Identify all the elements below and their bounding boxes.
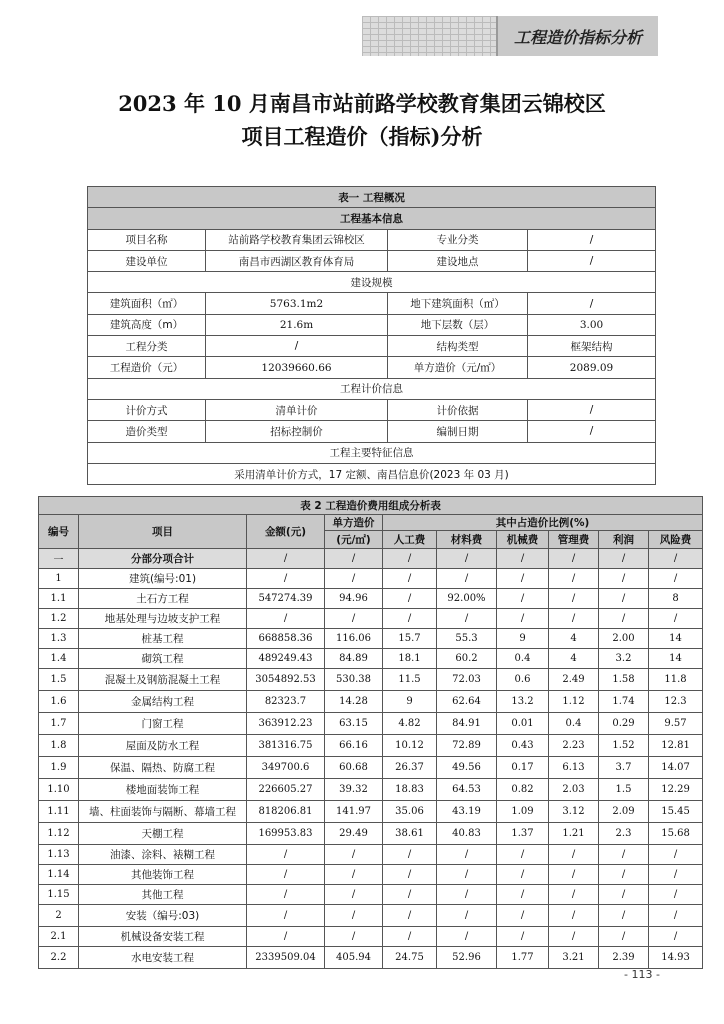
date-value: / <box>528 421 656 442</box>
cell-labor: 11.5 <box>383 669 437 691</box>
location-value: / <box>528 250 656 271</box>
cell-no: 1.6 <box>39 691 79 713</box>
cell-item: 安装（编号:03) <box>79 905 247 927</box>
cell-material: / <box>437 609 497 629</box>
cell-profit: 0.29 <box>599 713 649 735</box>
cell-labor: 15.7 <box>383 629 437 649</box>
cell-labor: / <box>383 905 437 927</box>
cell-no: 1.13 <box>39 845 79 865</box>
cell-labor: 38.61 <box>383 823 437 845</box>
structure-value: 框架结构 <box>528 336 656 357</box>
table-row <box>39 779 703 801</box>
cell-labor: / <box>383 589 437 609</box>
cell-amount: 818206.81 <box>247 801 325 823</box>
cell-risk: / <box>649 905 703 927</box>
section-scale: 建设规模 <box>88 272 656 293</box>
cell-risk: 14 <box>649 649 703 669</box>
cell-profit: / <box>599 609 649 629</box>
cell-material: 49.56 <box>437 757 497 779</box>
cell-labor: / <box>383 609 437 629</box>
cell-no: 1.1 <box>39 589 79 609</box>
cell-mgmt: 0.4 <box>549 713 599 735</box>
cell-no: 1.14 <box>39 865 79 885</box>
project-name-label: 项目名称 <box>88 229 206 250</box>
major-value: / <box>528 229 656 250</box>
cell-item: 砌筑工程 <box>79 649 247 669</box>
cell-item: 混凝土及钢筋混凝土工程 <box>79 669 247 691</box>
cell-machine: 1.37 <box>497 823 549 845</box>
cell-amount: / <box>247 905 325 927</box>
cell-machine: 0.01 <box>497 713 549 735</box>
cell-profit: / <box>599 549 649 569</box>
cell-profit: 1.58 <box>599 669 649 691</box>
cell-item: 门窗工程 <box>79 713 247 735</box>
area-label: 建筑面积（㎡） <box>88 293 206 314</box>
cell-labor: / <box>383 865 437 885</box>
cell-risk: / <box>649 549 703 569</box>
cell-material: / <box>437 549 497 569</box>
under-floors-label: 地下层数（层） <box>388 314 528 335</box>
table2-title: 表 2 工程造价费用组成分析表 <box>39 497 703 515</box>
cell-amount: 82323.7 <box>247 691 325 713</box>
height-value: 21.6m <box>206 314 388 335</box>
cell-risk: 14 <box>649 629 703 649</box>
cell-unit: / <box>325 865 383 885</box>
cell-unit: / <box>325 905 383 927</box>
cell-material: 64.53 <box>437 779 497 801</box>
cell-material: 40.83 <box>437 823 497 845</box>
cell-mgmt: / <box>549 609 599 629</box>
table-row <box>39 549 703 569</box>
col-ratio-header: 其中占造价比例(%) <box>383 515 703 531</box>
major-label: 专业分类 <box>388 229 528 250</box>
cell-mgmt: 3.21 <box>549 947 599 969</box>
structure-label: 结构类型 <box>388 336 528 357</box>
cell-risk: / <box>649 609 703 629</box>
cell-unit: 60.68 <box>325 757 383 779</box>
method-label: 计价方式 <box>88 399 206 420</box>
page-number: - 113 - <box>624 968 660 981</box>
cell-material: 84.91 <box>437 713 497 735</box>
table-row <box>39 823 703 845</box>
cell-labor: 10.12 <box>383 735 437 757</box>
cell-material: 92.00% <box>437 589 497 609</box>
cell-item: 油漆、涂料、裱糊工程 <box>79 845 247 865</box>
table-row <box>39 947 703 969</box>
cell-no: 1.15 <box>39 885 79 905</box>
builder-label: 建设单位 <box>88 250 206 271</box>
cell-machine: 0.82 <box>497 779 549 801</box>
cell-no: 2.1 <box>39 927 79 947</box>
cell-profit: 2.09 <box>599 801 649 823</box>
cell-risk: / <box>649 865 703 885</box>
cell-material: 72.03 <box>437 669 497 691</box>
cell-machine: 0.6 <box>497 669 549 691</box>
type-value: 招标控制价 <box>206 421 388 442</box>
col-labor-header: 人工费 <box>383 531 437 549</box>
cell-machine: / <box>497 927 549 947</box>
cell-amount: / <box>247 569 325 589</box>
height-label: 建筑高度（m） <box>88 314 206 335</box>
cell-mgmt: / <box>549 845 599 865</box>
cell-amount: / <box>247 927 325 947</box>
cell-item: 分部分项合计 <box>79 549 247 569</box>
method-value: 清单计价 <box>206 399 388 420</box>
table-row <box>39 927 703 947</box>
table-row <box>39 649 703 669</box>
cell-labor: 9 <box>383 691 437 713</box>
date-label: 编制日期 <box>388 421 528 442</box>
cell-unit: 405.94 <box>325 947 383 969</box>
cell-mgmt: 4 <box>549 649 599 669</box>
cell-item: 地基处理与边坡支护工程 <box>79 609 247 629</box>
cell-machine: / <box>497 885 549 905</box>
cell-labor: 4.82 <box>383 713 437 735</box>
cell-profit: 1.74 <box>599 691 649 713</box>
cell-no: 1.10 <box>39 779 79 801</box>
cell-mgmt: / <box>549 927 599 947</box>
cell-machine: 1.09 <box>497 801 549 823</box>
cell-machine: / <box>497 589 549 609</box>
table-row <box>39 885 703 905</box>
cell-labor: / <box>383 569 437 589</box>
cell-profit: 2.39 <box>599 947 649 969</box>
cell-profit: 2.3 <box>599 823 649 845</box>
area-value: 5763.1m2 <box>206 293 388 314</box>
cell-labor: / <box>383 549 437 569</box>
cell-risk: / <box>649 885 703 905</box>
col-unit-cost-header: 单方造价 <box>325 515 383 531</box>
basis-value: / <box>528 399 656 420</box>
cell-profit: 1.52 <box>599 735 649 757</box>
table-row <box>39 757 703 779</box>
cell-risk: 12.81 <box>649 735 703 757</box>
col-unit-cost-unit: (元/㎡) <box>325 531 383 549</box>
cell-risk: / <box>649 569 703 589</box>
cell-mgmt: 4 <box>549 629 599 649</box>
cell-machine: / <box>497 845 549 865</box>
cell-no: 1.4 <box>39 649 79 669</box>
col-risk-header: 风险费 <box>649 531 703 549</box>
cell-mgmt: 6.13 <box>549 757 599 779</box>
table-row <box>39 569 703 589</box>
cell-amount: 226605.27 <box>247 779 325 801</box>
col-no-header: 编号 <box>39 515 79 549</box>
under-floors-value: 3.00 <box>528 314 656 335</box>
cell-unit: / <box>325 845 383 865</box>
cell-amount: 169953.83 <box>247 823 325 845</box>
cell-amount: 668858.36 <box>247 629 325 649</box>
cell-amount: 363912.23 <box>247 713 325 735</box>
table-row <box>39 905 703 927</box>
cell-amount: 349700.6 <box>247 757 325 779</box>
cell-mgmt: 2.49 <box>549 669 599 691</box>
cell-profit: 3.7 <box>599 757 649 779</box>
cell-no: 1 <box>39 569 79 589</box>
cell-no: 1.3 <box>39 629 79 649</box>
cell-mgmt: 2.23 <box>549 735 599 757</box>
cell-mgmt: 2.03 <box>549 779 599 801</box>
cell-no: 1.12 <box>39 823 79 845</box>
features-value: 采用清单计价方式，17 定额、南昌信息价(2023 年 03 月) <box>88 463 656 484</box>
cell-amount: / <box>247 845 325 865</box>
cell-risk: 15.68 <box>649 823 703 845</box>
cell-material: 52.96 <box>437 947 497 969</box>
cell-amount: / <box>247 885 325 905</box>
cell-unit: / <box>325 609 383 629</box>
cell-machine: 0.17 <box>497 757 549 779</box>
cell-unit: 29.49 <box>325 823 383 845</box>
cell-profit: 2.00 <box>599 629 649 649</box>
cell-profit: / <box>599 569 649 589</box>
cell-mgmt: 1.12 <box>549 691 599 713</box>
cell-profit: / <box>599 865 649 885</box>
cell-no: 1.2 <box>39 609 79 629</box>
cell-unit: / <box>325 927 383 947</box>
col-management-header: 管理费 <box>549 531 599 549</box>
cell-unit: 39.32 <box>325 779 383 801</box>
under-area-value: / <box>528 293 656 314</box>
cell-labor: 18.1 <box>383 649 437 669</box>
cell-item: 屋面及防水工程 <box>79 735 247 757</box>
cell-no: 一 <box>39 549 79 569</box>
cell-no: 1.7 <box>39 713 79 735</box>
cell-material: 55.3 <box>437 629 497 649</box>
cell-unit: 116.06 <box>325 629 383 649</box>
cell-machine: / <box>497 865 549 885</box>
cell-item: 建筑(编号:01) <box>79 569 247 589</box>
col-material-header: 材料费 <box>437 531 497 549</box>
cell-no: 1.8 <box>39 735 79 757</box>
project-name-value: 站前路学校教育集团云锦校区 <box>206 229 388 250</box>
cell-amount: / <box>247 609 325 629</box>
cell-machine: / <box>497 549 549 569</box>
cell-labor: 24.75 <box>383 947 437 969</box>
table-row <box>39 865 703 885</box>
cell-risk: 14.93 <box>649 947 703 969</box>
cell-mgmt: / <box>549 905 599 927</box>
cell-unit: 141.97 <box>325 801 383 823</box>
cell-machine: 9 <box>497 629 549 649</box>
cell-amount: 547274.39 <box>247 589 325 609</box>
cell-mgmt: 3.12 <box>549 801 599 823</box>
cell-profit: / <box>599 845 649 865</box>
cell-item: 保温、隔热、防腐工程 <box>79 757 247 779</box>
cell-unit: 14.28 <box>325 691 383 713</box>
cell-risk: 9.57 <box>649 713 703 735</box>
cell-risk: / <box>649 845 703 865</box>
cell-unit: 84.89 <box>325 649 383 669</box>
cell-no: 1.9 <box>39 757 79 779</box>
table1-title: 表一 工程概况 <box>88 187 656 208</box>
cell-risk: 14.07 <box>649 757 703 779</box>
cell-amount: / <box>247 865 325 885</box>
cell-unit: / <box>325 549 383 569</box>
cell-labor: 18.83 <box>383 779 437 801</box>
col-machine-header: 机械费 <box>497 531 549 549</box>
cell-labor: / <box>383 885 437 905</box>
builder-value: 南昌市西湖区教育体育局 <box>206 250 388 271</box>
cell-material: / <box>437 845 497 865</box>
cell-profit: / <box>599 927 649 947</box>
cell-labor: 35.06 <box>383 801 437 823</box>
cell-amount: 489249.43 <box>247 649 325 669</box>
cell-unit: 63.15 <box>325 713 383 735</box>
cell-material: / <box>437 569 497 589</box>
cell-machine: / <box>497 905 549 927</box>
cell-material: 62.64 <box>437 691 497 713</box>
section-pricing: 工程计价信息 <box>88 378 656 399</box>
unit-cost-label: 单方造价（元/㎡） <box>388 357 528 378</box>
under-area-label: 地下建筑面积（㎡） <box>388 293 528 314</box>
location-label: 建设地点 <box>388 250 528 271</box>
cost-label: 工程造价（元） <box>88 357 206 378</box>
cell-no: 1.11 <box>39 801 79 823</box>
cell-no: 2 <box>39 905 79 927</box>
table-row <box>39 669 703 691</box>
cell-material: / <box>437 927 497 947</box>
section-features: 工程主要特征信息 <box>88 442 656 463</box>
project-overview-table <box>87 186 656 485</box>
cell-risk: / <box>649 927 703 947</box>
cell-mgmt: / <box>549 885 599 905</box>
cell-risk: 15.45 <box>649 801 703 823</box>
type-label: 造价类型 <box>88 421 206 442</box>
cell-item: 机械设备安装工程 <box>79 927 247 947</box>
cell-mgmt: 1.21 <box>549 823 599 845</box>
cell-profit: / <box>599 885 649 905</box>
cell-material: / <box>437 905 497 927</box>
cell-unit: 94.96 <box>325 589 383 609</box>
cell-item: 金属结构工程 <box>79 691 247 713</box>
cell-mgmt: / <box>549 569 599 589</box>
cell-risk: 12.29 <box>649 779 703 801</box>
table-row <box>39 735 703 757</box>
cell-material: 72.89 <box>437 735 497 757</box>
cell-labor: 26.37 <box>383 757 437 779</box>
cell-material: / <box>437 865 497 885</box>
cell-mgmt: / <box>549 549 599 569</box>
cell-profit: 1.5 <box>599 779 649 801</box>
cell-machine: 0.4 <box>497 649 549 669</box>
cell-no: 2.2 <box>39 947 79 969</box>
table2-body <box>39 549 703 969</box>
cell-risk: 11.8 <box>649 669 703 691</box>
table-row <box>39 691 703 713</box>
cell-amount: 3054892.53 <box>247 669 325 691</box>
cell-item: 土石方工程 <box>79 589 247 609</box>
cell-unit: 530.38 <box>325 669 383 691</box>
cell-labor: / <box>383 845 437 865</box>
col-amount-header: 金额(元) <box>247 515 325 549</box>
cell-unit: / <box>325 569 383 589</box>
cell-no: 1.5 <box>39 669 79 691</box>
cell-item: 桩基工程 <box>79 629 247 649</box>
cell-machine: 13.2 <box>497 691 549 713</box>
section-basic-info: 工程基本信息 <box>88 208 656 229</box>
basis-label: 计价依据 <box>388 399 528 420</box>
cell-item: 楼地面装饰工程 <box>79 779 247 801</box>
header-tag: 工程造价指标分析 <box>496 16 658 56</box>
cell-material: 60.2 <box>437 649 497 669</box>
table-row <box>39 589 703 609</box>
cell-machine: / <box>497 609 549 629</box>
table-row <box>39 609 703 629</box>
cell-machine: / <box>497 569 549 589</box>
cell-item: 其他装饰工程 <box>79 865 247 885</box>
cell-amount: 381316.75 <box>247 735 325 757</box>
col-item-header: 项目 <box>79 515 247 549</box>
cell-item: 天棚工程 <box>79 823 247 845</box>
cell-mgmt: / <box>549 865 599 885</box>
category-label: 工程分类 <box>88 336 206 357</box>
cell-profit: / <box>599 589 649 609</box>
cell-item: 墙、柱面装饰与隔断、幕墙工程 <box>79 801 247 823</box>
category-value: / <box>206 336 388 357</box>
unit-cost-value: 2089.09 <box>528 357 656 378</box>
cell-profit: / <box>599 905 649 927</box>
table-row <box>39 629 703 649</box>
page-title-line-1: 2023 年 10 月南昌市站前路学校教育集团云锦校区 <box>118 91 606 116</box>
cell-item: 其他工程 <box>79 885 247 905</box>
page-title-line-2: 项目工程造价（指标)分析 <box>241 124 483 149</box>
cell-risk: 12.3 <box>649 691 703 713</box>
table-row <box>39 845 703 865</box>
cell-material: 43.19 <box>437 801 497 823</box>
table-row <box>39 801 703 823</box>
cell-mgmt: / <box>549 589 599 609</box>
cell-unit: 66.16 <box>325 735 383 757</box>
cell-machine: 0.43 <box>497 735 549 757</box>
col-profit-header: 利润 <box>599 531 649 549</box>
cell-labor: / <box>383 927 437 947</box>
cost-value: 12039660.66 <box>206 357 388 378</box>
cell-machine: 1.77 <box>497 947 549 969</box>
cell-amount: 2339509.04 <box>247 947 325 969</box>
cell-profit: 3.2 <box>599 649 649 669</box>
cell-unit: / <box>325 885 383 905</box>
cost-composition-table <box>38 496 703 969</box>
cell-material: / <box>437 885 497 905</box>
table-row <box>39 713 703 735</box>
cell-item: 水电安装工程 <box>79 947 247 969</box>
cell-risk: 8 <box>649 589 703 609</box>
cell-amount: / <box>247 549 325 569</box>
